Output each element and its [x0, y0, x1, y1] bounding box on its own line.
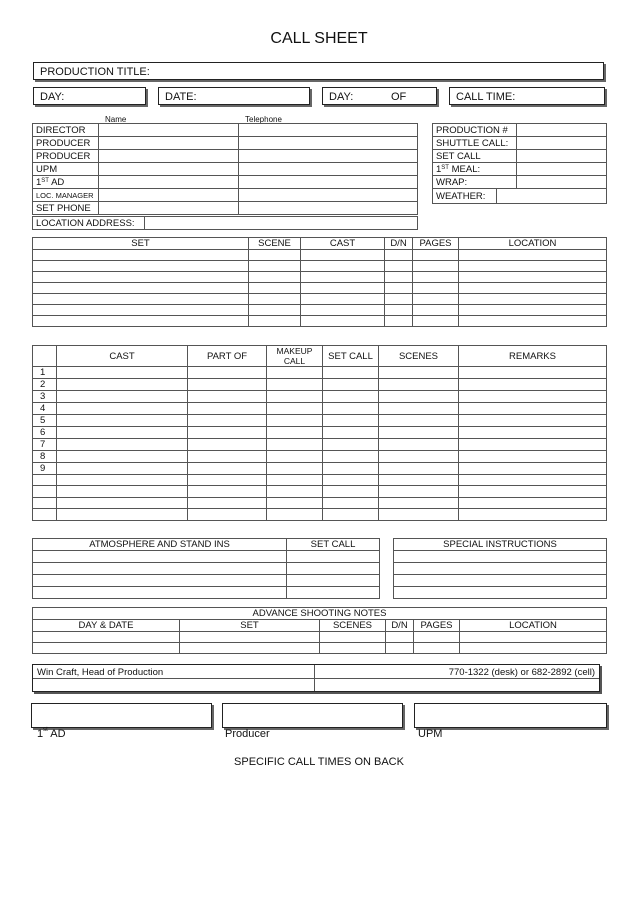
form-cell[interactable] — [413, 294, 459, 305]
form-cell[interactable] — [57, 509, 188, 520]
cast-header-number — [33, 346, 57, 367]
form-cell[interactable] — [267, 427, 323, 439]
form-cell[interactable] — [379, 367, 459, 379]
form-cell[interactable] — [385, 250, 413, 261]
crew-phone-cell[interactable] — [239, 150, 418, 163]
cast-header-makeup-call: MAKEUP CALL — [267, 346, 323, 367]
form-cell[interactable] — [379, 497, 459, 508]
form-cell[interactable] — [287, 575, 380, 587]
form-cell[interactable] — [459, 283, 607, 294]
form-cell[interactable] — [57, 403, 188, 415]
advance-notes-table — [32, 607, 607, 654]
signature-label-1st-ad — [37, 728, 66, 740]
form-cell[interactable] — [413, 250, 459, 261]
cast-row-number — [33, 497, 57, 508]
form-cell[interactable] — [459, 391, 607, 403]
form-cell[interactable] — [249, 305, 301, 316]
form-cell[interactable] — [323, 486, 379, 497]
contact-phone: 770-1322 (desk) or 682-2892 (cell) — [448, 667, 595, 678]
form-cell[interactable] — [414, 632, 460, 643]
form-cell[interactable] — [385, 272, 413, 283]
form-cell[interactable] — [413, 272, 459, 283]
set-header-dn: D/N — [385, 238, 413, 250]
crew-name-cell[interactable] — [99, 124, 239, 137]
form-cell[interactable] — [267, 463, 323, 475]
form-cell[interactable] — [459, 497, 607, 508]
special-instructions-table — [393, 538, 607, 599]
form-cell[interactable] — [301, 294, 385, 305]
meal-suffix: MEAL: — [448, 163, 481, 175]
form-cell[interactable] — [188, 367, 267, 379]
form-cell[interactable] — [33, 575, 287, 587]
advance-header-day-date: DAY & DATE — [33, 620, 180, 632]
form-cell[interactable] — [267, 486, 323, 497]
form-cell[interactable] — [267, 439, 323, 451]
form-cell[interactable] — [301, 305, 385, 316]
weather-value[interactable] — [497, 189, 607, 204]
cast-row-number: 5 — [33, 415, 57, 427]
form-cell[interactable] — [394, 563, 607, 575]
signature-box-upm[interactable] — [414, 703, 607, 728]
form-cell[interactable] — [323, 403, 379, 415]
form-cell[interactable] — [33, 632, 180, 643]
form-cell[interactable] — [188, 451, 267, 463]
form-cell[interactable] — [459, 250, 607, 261]
form-cell[interactable] — [459, 379, 607, 391]
form-cell[interactable] — [33, 643, 180, 654]
form-cell[interactable] — [267, 391, 323, 403]
form-cell[interactable] — [379, 403, 459, 415]
info-label: SHUTTLE CALL: — [433, 137, 517, 150]
info-value[interactable] — [517, 163, 607, 176]
form-cell[interactable] — [33, 250, 249, 261]
form-cell[interactable] — [57, 497, 188, 508]
form-cell[interactable] — [320, 632, 386, 643]
info-label: SET CALL — [433, 150, 517, 163]
form-cell[interactable] — [459, 261, 607, 272]
form-cell[interactable] — [323, 439, 379, 451]
form-cell[interactable] — [459, 463, 607, 475]
cast-row-number: 1 — [33, 367, 57, 379]
cast-row-number — [33, 475, 57, 486]
crew-col-telephone: Telephone — [245, 115, 282, 124]
form-cell[interactable] — [180, 643, 320, 654]
cast-header-set-call: SET CALL — [323, 346, 379, 367]
ad-number: 1 — [36, 176, 42, 188]
form-cell[interactable] — [33, 294, 249, 305]
crew-table — [32, 123, 418, 215]
form-cell[interactable] — [323, 391, 379, 403]
form-cell[interactable] — [379, 439, 459, 451]
form-cell[interactable] — [385, 316, 413, 327]
form-cell[interactable] — [386, 643, 414, 654]
crew-name-cell[interactable] — [99, 150, 239, 163]
form-cell[interactable] — [459, 294, 607, 305]
crew-name-cell[interactable] — [99, 176, 239, 189]
production-title-label: PRODUCTION TITLE: — [40, 66, 150, 78]
form-cell[interactable] — [394, 551, 607, 563]
form-cell[interactable] — [379, 475, 459, 486]
form-cell[interactable] — [394, 575, 607, 587]
form-cell[interactable] — [57, 486, 188, 497]
atmosphere-header: ATMOSPHERE AND STAND INS — [33, 539, 287, 551]
advance-header-set: SET — [180, 620, 320, 632]
form-cell[interactable] — [323, 367, 379, 379]
info-label: WEATHER: — [433, 189, 497, 204]
form-cell[interactable] — [385, 305, 413, 316]
form-cell[interactable] — [386, 632, 414, 643]
form-cell[interactable] — [249, 261, 301, 272]
cast-row-number: 7 — [33, 439, 57, 451]
sig-ad-suffix: AD — [47, 728, 66, 740]
set-header-scene: SCENE — [249, 238, 301, 250]
day-label: DAY: — [40, 91, 65, 103]
cast-row-number: 9 — [33, 463, 57, 475]
crew-role: SET PHONE — [33, 202, 99, 215]
form-cell[interactable] — [57, 451, 188, 463]
crew-role: UPM — [33, 163, 99, 176]
cast-row-number: 2 — [33, 379, 57, 391]
form-cell[interactable] — [379, 379, 459, 391]
form-cell[interactable] — [459, 305, 607, 316]
date-field[interactable] — [158, 87, 310, 105]
location-address-label: LOCATION ADDRESS: — [33, 217, 145, 230]
form-cell[interactable] — [459, 509, 607, 520]
form-cell[interactable] — [57, 391, 188, 403]
weather-table — [432, 188, 607, 204]
form-cell[interactable] — [267, 415, 323, 427]
footer-note: SPECIFIC CALL TIMES ON BACK — [234, 756, 404, 768]
form-cell[interactable] — [459, 316, 607, 327]
form-cell[interactable] — [301, 250, 385, 261]
form-cell[interactable] — [57, 379, 188, 391]
form-cell[interactable] — [188, 486, 267, 497]
form-cell[interactable] — [379, 451, 459, 463]
form-cell[interactable] — [287, 551, 380, 563]
set-table — [32, 237, 607, 327]
advance-notes-title: ADVANCE SHOOTING NOTES — [33, 608, 607, 620]
crew-name-cell[interactable] — [99, 189, 239, 202]
set-header-set: SET — [33, 238, 249, 250]
form-cell[interactable] — [33, 587, 287, 599]
form-cell[interactable] — [301, 316, 385, 327]
form-cell[interactable] — [33, 316, 249, 327]
form-cell[interactable] — [57, 415, 188, 427]
ad-suffix: AD — [48, 176, 65, 188]
crew-role: PRODUCER — [33, 150, 99, 163]
form-cell[interactable] — [57, 463, 188, 475]
form-cell[interactable] — [267, 379, 323, 391]
advance-header-dn: D/N — [386, 620, 414, 632]
form-cell[interactable] — [323, 509, 379, 520]
form-cell[interactable] — [459, 415, 607, 427]
crew-phone-cell[interactable] — [239, 124, 418, 137]
form-cell[interactable] — [33, 563, 287, 575]
form-cell[interactable] — [385, 283, 413, 294]
form-cell[interactable] — [459, 403, 607, 415]
form-cell[interactable] — [301, 272, 385, 283]
form-cell[interactable] — [188, 439, 267, 451]
meal-number: 1 — [436, 163, 442, 175]
form-cell[interactable] — [33, 283, 249, 294]
form-cell[interactable] — [249, 272, 301, 283]
form-cell[interactable] — [188, 379, 267, 391]
form-cell[interactable] — [459, 427, 607, 439]
form-cell[interactable] — [57, 439, 188, 451]
form-cell[interactable] — [267, 475, 323, 486]
day-of-label: DAY: — [329, 91, 354, 103]
form-cell[interactable] — [460, 632, 607, 643]
crew-name-cell[interactable] — [99, 163, 239, 176]
form-cell[interactable] — [459, 475, 607, 486]
cast-row-number: 4 — [33, 403, 57, 415]
date-label: DATE: — [165, 91, 197, 103]
crew-role: LOC. MANAGER — [33, 189, 99, 202]
crew-phone-cell[interactable] — [239, 163, 418, 176]
form-cell[interactable] — [413, 305, 459, 316]
form-cell[interactable] — [33, 305, 249, 316]
form-cell[interactable] — [459, 272, 607, 283]
form-cell[interactable] — [414, 643, 460, 654]
form-cell[interactable] — [323, 451, 379, 463]
form-cell[interactable] — [413, 261, 459, 272]
cast-row-number: 8 — [33, 451, 57, 463]
form-cell[interactable] — [394, 587, 607, 599]
form-cell[interactable] — [267, 403, 323, 415]
form-cell[interactable] — [267, 497, 323, 508]
production-title-field[interactable] — [33, 62, 604, 80]
crew-role-1st-ad — [33, 176, 99, 189]
sig-ad-number: 1 — [37, 728, 44, 740]
location-address-table — [32, 216, 418, 230]
form-cell[interactable] — [379, 463, 459, 475]
info-value[interactable] — [517, 124, 607, 137]
form-cell[interactable] — [287, 587, 380, 599]
form-cell[interactable] — [188, 403, 267, 415]
day-field[interactable] — [33, 87, 146, 105]
form-cell[interactable] — [188, 475, 267, 486]
form-cell[interactable] — [379, 415, 459, 427]
info-value[interactable] — [517, 176, 607, 189]
crew-phone-cell[interactable] — [239, 202, 418, 215]
page-title: CALL SHEET — [270, 30, 368, 47]
cast-row-number: 3 — [33, 391, 57, 403]
crew-role: PRODUCER — [33, 137, 99, 150]
ad-superscript: ST — [41, 177, 49, 184]
special-instructions-header: SPECIAL INSTRUCTIONS — [394, 539, 607, 551]
form-cell[interactable] — [301, 283, 385, 294]
form-cell[interactable] — [249, 316, 301, 327]
crew-role: DIRECTOR — [33, 124, 99, 137]
cast-header-remarks: REMARKS — [459, 346, 607, 367]
set-header-cast: CAST — [301, 238, 385, 250]
info-table — [432, 123, 607, 189]
form-cell[interactable] — [188, 497, 267, 508]
crew-phone-cell[interactable] — [239, 137, 418, 150]
form-cell[interactable] — [323, 427, 379, 439]
form-cell[interactable] — [33, 261, 249, 272]
sig-ad-superscript: st — [43, 727, 48, 733]
form-cell[interactable] — [385, 261, 413, 272]
info-value[interactable] — [517, 137, 607, 150]
form-cell[interactable] — [323, 379, 379, 391]
advance-header-location: LOCATION — [460, 620, 607, 632]
form-cell[interactable] — [459, 439, 607, 451]
form-cell[interactable] — [188, 391, 267, 403]
crew-name-cell[interactable] — [99, 202, 239, 215]
form-cell[interactable] — [249, 283, 301, 294]
set-header-pages: PAGES — [413, 238, 459, 250]
form-cell[interactable] — [188, 415, 267, 427]
advance-header-scenes: SCENES — [320, 620, 386, 632]
cast-row-number — [33, 509, 57, 520]
form-cell[interactable] — [413, 283, 459, 294]
contact-name: Win Craft, Head of Production — [37, 667, 164, 678]
form-cell[interactable] — [267, 451, 323, 463]
signature-label-producer: Producer — [225, 728, 270, 740]
form-cell[interactable] — [379, 509, 459, 520]
form-cell[interactable] — [379, 486, 459, 497]
atmosphere-table — [32, 538, 380, 599]
form-cell[interactable] — [267, 509, 323, 520]
contact-box — [32, 664, 600, 692]
form-cell[interactable] — [323, 415, 379, 427]
signature-box-producer[interactable] — [222, 703, 403, 728]
form-cell[interactable] — [460, 643, 607, 654]
form-cell[interactable] — [57, 427, 188, 439]
form-cell[interactable] — [301, 261, 385, 272]
crew-name-cell[interactable] — [99, 137, 239, 150]
info-label-1st-meal — [433, 163, 517, 176]
form-cell[interactable] — [57, 367, 188, 379]
cast-header-scenes: SCENES — [379, 346, 459, 367]
crew-col-name: Name — [105, 115, 127, 124]
form-cell[interactable] — [188, 463, 267, 475]
form-cell[interactable] — [57, 475, 188, 486]
form-cell[interactable] — [459, 451, 607, 463]
form-cell[interactable] — [188, 509, 267, 520]
call-time-field[interactable] — [449, 87, 605, 105]
form-cell[interactable] — [33, 551, 287, 563]
info-value[interactable] — [517, 150, 607, 163]
meal-superscript: ST — [441, 164, 449, 171]
form-cell[interactable] — [379, 391, 459, 403]
cast-header-part-of: PART OF — [188, 346, 267, 367]
form-cell[interactable] — [188, 427, 267, 439]
crew-phone-cell[interactable] — [239, 176, 418, 189]
form-cell[interactable] — [249, 250, 301, 261]
form-cell[interactable] — [33, 272, 249, 283]
of-label: OF — [391, 91, 407, 103]
form-cell[interactable] — [323, 497, 379, 508]
form-cell[interactable] — [459, 367, 607, 379]
info-label: PRODUCTION # — [433, 124, 517, 137]
form-cell[interactable] — [180, 632, 320, 643]
form-cell[interactable] — [385, 294, 413, 305]
set-header-location: LOCATION — [459, 238, 607, 250]
form-cell[interactable] — [379, 427, 459, 439]
call-time-label: CALL TIME: — [456, 91, 516, 103]
location-address-input[interactable] — [145, 217, 418, 230]
day-of-field[interactable] — [322, 87, 437, 105]
signature-box-1st-ad[interactable] — [31, 703, 212, 728]
cast-row-number: 6 — [33, 427, 57, 439]
crew-phone-cell[interactable] — [239, 189, 418, 202]
form-cell[interactable] — [249, 294, 301, 305]
atmosphere-set-call-header: SET CALL — [287, 539, 380, 551]
form-cell[interactable] — [323, 463, 379, 475]
form-cell[interactable] — [267, 367, 323, 379]
cast-header-cast: CAST — [57, 346, 188, 367]
form-cell[interactable] — [459, 486, 607, 497]
form-cell[interactable] — [287, 563, 380, 575]
form-cell[interactable] — [323, 475, 379, 486]
info-label: WRAP: — [433, 176, 517, 189]
form-cell[interactable] — [320, 643, 386, 654]
form-cell[interactable] — [413, 316, 459, 327]
signature-label-upm: UPM — [418, 728, 443, 740]
cast-row-number — [33, 486, 57, 497]
advance-header-pages: PAGES — [414, 620, 460, 632]
cast-table — [32, 345, 607, 521]
